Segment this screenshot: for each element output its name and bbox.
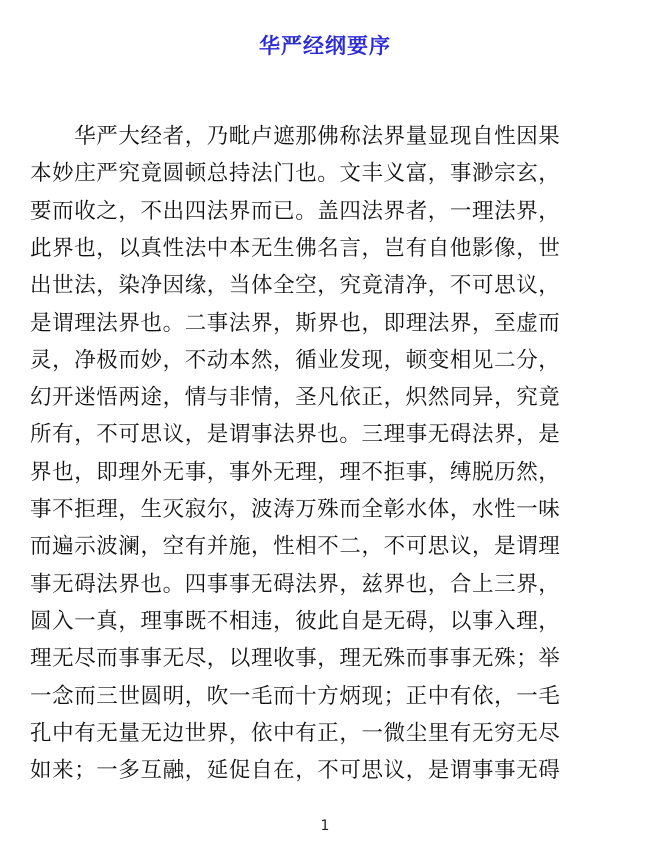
text-line: 一念而三世圆明，吹一毛而十方炳现；正中有依，一毛 bbox=[30, 683, 561, 709]
text-line: 界也，即理外无事，事外无理，理不拒事，缚脱历然， bbox=[30, 459, 561, 485]
text-line: 事无碍法界也。四事事无碍法界，兹界也，合上三界， bbox=[30, 571, 561, 597]
text-line: 是谓理法界也。二事法界，斯界也，即理法界，至虚而 bbox=[30, 310, 561, 336]
page-number: 1 bbox=[320, 818, 330, 834]
text-line: 而遍示波澜，空有并施，性相不二，不可思议，是谓理 bbox=[30, 534, 561, 560]
document-title: 华严经纲要序 bbox=[259, 34, 391, 58]
text-line: 要而收之，不出四法界而已。盖四法界者，一理法界， bbox=[30, 198, 561, 224]
text-line: 出世法，染净因缘，当体全空，究竟清净，不可思议， bbox=[30, 273, 561, 299]
text-line: 所有，不可思议，是谓事法界也。三理事无碍法界，是 bbox=[30, 422, 561, 448]
text-line: 孔中有无量无边世界，依中有正，一微尘里有无穷无尽 bbox=[30, 720, 561, 746]
text-line: 幻开迷悟两途，情与非情，圣凡依正，炽然同异，究竟 bbox=[30, 385, 561, 411]
text-line: 此界也，以真性法中本无生佛名言，岂有自他影像，世 bbox=[30, 235, 561, 261]
text-line: 本妙庄严究竟圆顿总持法门也。文丰义富，事渺宗玄， bbox=[30, 161, 561, 187]
text-line: 灵，净极而妙，不动本然，循业发现，顿变相见二分， bbox=[30, 347, 561, 373]
text-line: 事不拒理，生灭寂尔，波涛万殊而全彰水体，水性一味 bbox=[30, 497, 561, 522]
text-line: 圆入一真，理事既不相违，彼此自是无碍，以事入理， bbox=[30, 608, 561, 634]
text-line: 如来；一多互融，延促自在，不可思议，是谓事事无碍 bbox=[30, 758, 561, 784]
text-line: 华严大经者，乃毗卢遮那佛称法界量显现自性因果 bbox=[30, 124, 561, 149]
text-line: 理无尽而事事无尽，以理收事，理无殊而事事无殊；举 bbox=[30, 646, 561, 672]
